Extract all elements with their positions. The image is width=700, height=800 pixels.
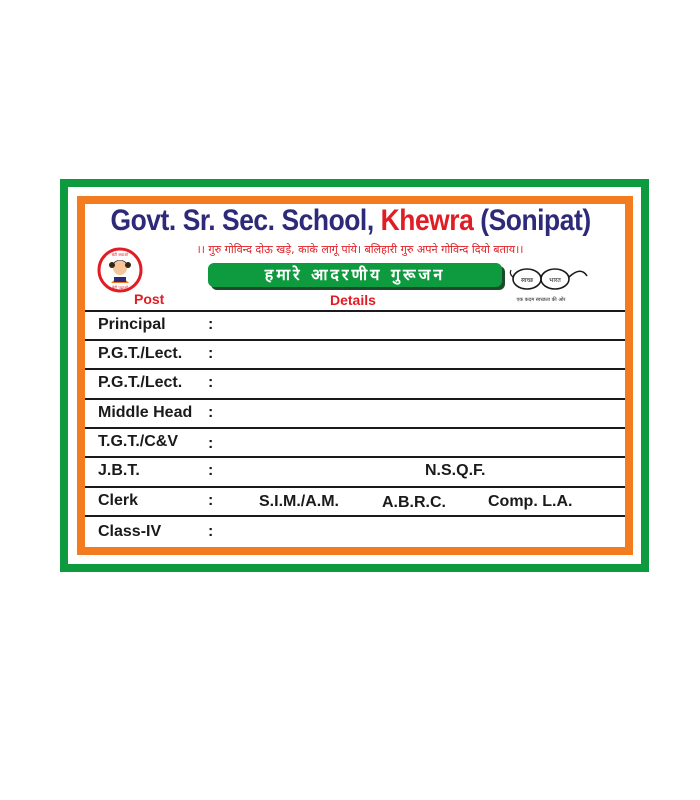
row-colon: : bbox=[208, 316, 214, 333]
row-label-jbt: J.B.T. bbox=[98, 462, 140, 479]
row-divider bbox=[85, 368, 625, 370]
row-colon: : bbox=[208, 492, 214, 509]
row-colon: : bbox=[208, 374, 214, 391]
row-divider bbox=[85, 486, 625, 488]
abrc-label: A.B.R.C. bbox=[382, 494, 446, 511]
logo-left-bottom-text: बेटी पढ़ाओ bbox=[111, 285, 129, 290]
swachh-bharat-logo bbox=[503, 262, 588, 308]
row-colon: : bbox=[208, 435, 214, 452]
logo-right-tagline: एक कदम स्वच्छता की ओर bbox=[516, 297, 566, 303]
doha-text: ।। गुरु गोविन्द दोऊ खड़े, काके लागूं पांये। बलिहारी गुरु अपने गोविन्द दियो बताय।। bbox=[196, 243, 524, 256]
logo-right-right-text: भारत bbox=[549, 277, 561, 284]
school-title-district: (Sonipat) bbox=[473, 204, 591, 237]
row-divider bbox=[85, 427, 625, 429]
row-label-class-iv: Class-IV bbox=[98, 523, 162, 540]
row-divider bbox=[85, 515, 625, 517]
nsqf-label: N.S.Q.F. bbox=[425, 462, 486, 479]
row-colon: : bbox=[208, 345, 214, 362]
post-column-header: Post bbox=[134, 291, 165, 307]
row-colon: : bbox=[208, 404, 214, 421]
logo-left-top-text: बेटी बचाओ bbox=[111, 252, 129, 257]
beti-bachao-logo bbox=[95, 247, 145, 293]
row-divider bbox=[85, 310, 625, 312]
school-title bbox=[43, 204, 659, 238]
row-colon: : bbox=[208, 462, 214, 479]
details-column-header: Details bbox=[330, 292, 376, 308]
row-colon: : bbox=[208, 523, 214, 540]
school-title-main: Govt. Sr. Sec. School, bbox=[110, 204, 381, 237]
row-divider bbox=[85, 339, 625, 341]
row-divider bbox=[85, 456, 625, 458]
logo-right-left-text: स्वच्छ bbox=[520, 277, 534, 284]
comp-la-label: Comp. L.A. bbox=[488, 493, 573, 510]
row-label-clerk: Clerk bbox=[98, 492, 139, 509]
row-label-middle-head: Middle Head bbox=[98, 404, 193, 421]
row-label-pgt-2: P.G.T./Lect. bbox=[98, 374, 183, 391]
row-divider bbox=[85, 398, 625, 400]
banner-title: हमारे आदरणीय गुरूजन bbox=[264, 265, 446, 284]
row-label-tgt: T.G.T./C&V bbox=[98, 433, 179, 450]
row-label-pgt-1: P.G.T./Lect. bbox=[98, 345, 183, 362]
row-label-principal: Principal bbox=[98, 316, 166, 333]
sim-am-label: S.I.M./A.M. bbox=[259, 493, 339, 510]
school-title-village: Khewra bbox=[380, 204, 474, 237]
